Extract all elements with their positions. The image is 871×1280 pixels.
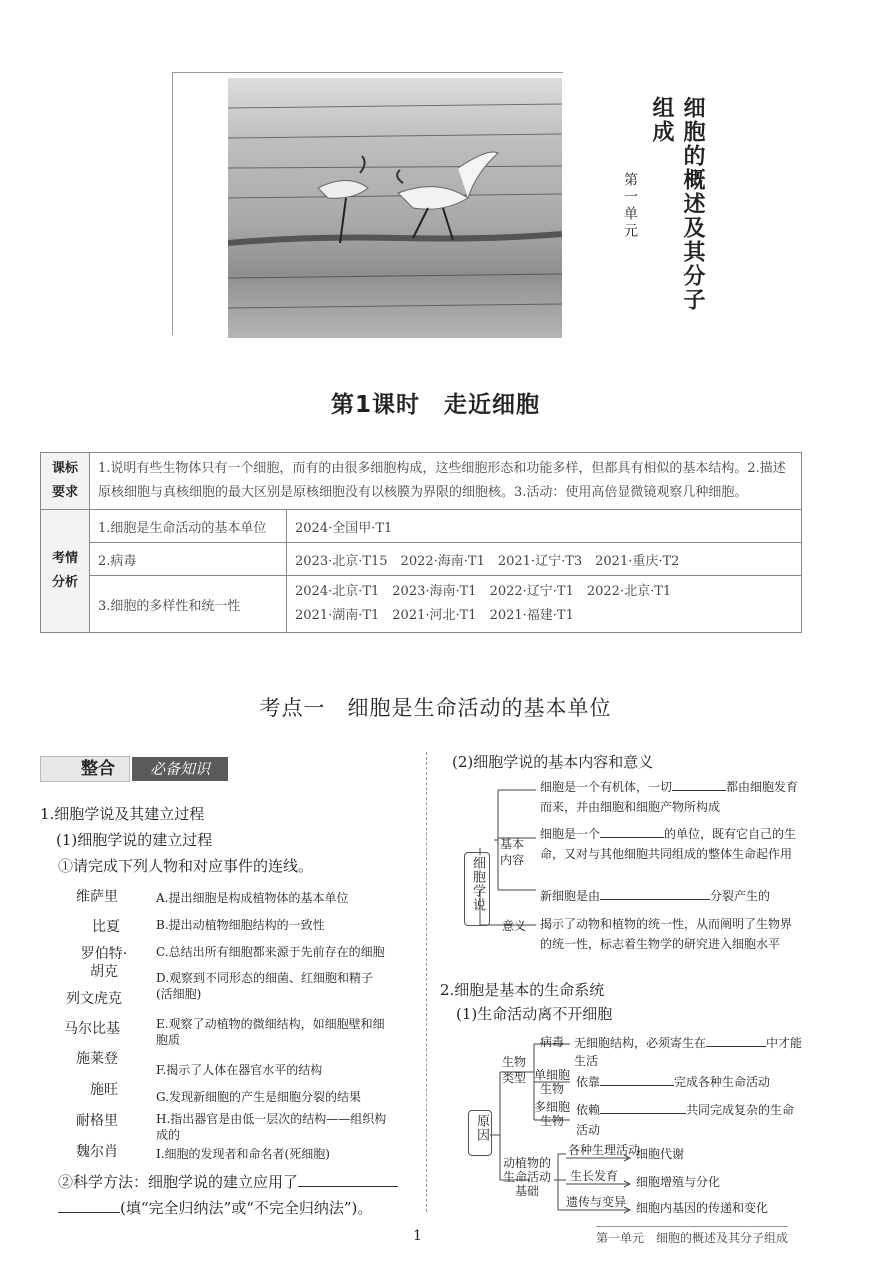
unicellular-text-a: 依靠 bbox=[576, 1075, 601, 1089]
requirements-text: 1.说明有些生物体只有一个细胞，而有的由很多细胞构成，这些细胞形态和功能多样，但都具有相似的基本结构。2.描述原核细胞与真核细胞的最大区别是原核细胞没有以核膜为界限的细胞核。3.活动：使用高倍显微镜观察几种细胞。 bbox=[90, 453, 802, 510]
question-2b-text: (填“完全归纳法”或“不完全归纳法”)。 bbox=[120, 1199, 373, 1217]
exam-topic-2: 2.病毒 bbox=[90, 543, 287, 576]
question-2a-text: ②科学方法：细胞学说的建立应用了 bbox=[58, 1173, 299, 1191]
basis-3: 遗传与变异 bbox=[566, 1195, 627, 1209]
heading-2: (2)细胞学说的基本内容和意义 bbox=[452, 753, 654, 771]
basis-2: 生长发育 bbox=[570, 1169, 619, 1183]
person-2: 比夏 bbox=[92, 919, 120, 935]
requirements-header: 课标要求 bbox=[41, 453, 90, 510]
section-badge bbox=[40, 756, 228, 780]
basis-3-result: 细胞内基因的传递和变化 bbox=[636, 1201, 769, 1215]
cell-theory-box bbox=[464, 852, 490, 926]
person-5: 马尔比基 bbox=[64, 1021, 120, 1037]
lesson-title: 第1课时 走近细胞 bbox=[330, 392, 540, 418]
multicellular-text bbox=[576, 1100, 806, 1140]
event-h: H.指出器官是由低一层次的结构——组织构成的 bbox=[156, 1112, 387, 1142]
content-2b: 的单位，既有它自己的生命，又对与其他细胞共同组成的整体生命起作用 bbox=[540, 827, 797, 861]
basis-1: 各种生理活动 bbox=[568, 1143, 641, 1157]
basis-2-result: 细胞增殖与分化 bbox=[636, 1175, 721, 1189]
event-d: D.观察到不同形态的细菌、红细胞和精子(活细胞) bbox=[156, 971, 374, 1001]
event-a: A.提出细胞是构成植物体的基本单位 bbox=[156, 891, 349, 905]
exam-years-2: 2023·北京·T15 2022·海南·T1 2021·辽宁·T3 2021·重庆·T2 bbox=[287, 543, 802, 576]
content-1a: 细胞是一个有机体，一切 bbox=[540, 780, 673, 794]
unit-title bbox=[622, 96, 705, 332]
column-divider bbox=[426, 752, 427, 1212]
unicellular-label: 单细胞生物 bbox=[533, 1068, 570, 1096]
event-c: C.总结出所有细胞都来源于先前存在的细胞 bbox=[156, 945, 385, 959]
reason-box bbox=[468, 1110, 492, 1156]
answer-blank[interactable] bbox=[600, 1113, 686, 1114]
question-2a bbox=[58, 1172, 398, 1192]
unit-main-title: 细胞的概述及其分子组成 bbox=[649, 96, 705, 312]
virus-text-b: 中才能生活 bbox=[574, 1036, 803, 1068]
event-b: B.提出动植物细胞结构的一致性 bbox=[156, 918, 325, 932]
person-1: 维萨里 bbox=[76, 889, 118, 905]
basis-1-result: 细胞代谢 bbox=[636, 1147, 685, 1161]
content-2a: 细胞是一个 bbox=[540, 827, 601, 841]
exam-years-3a: 2024·北京·T1 2023·海南·T1 2022·辽宁·T1 2022·北京·T1 bbox=[295, 584, 672, 599]
egret-photo bbox=[228, 78, 562, 338]
content-1b: 都由细胞发育而来，并由细胞和细胞产物所构成 bbox=[540, 780, 799, 814]
content-1 bbox=[540, 777, 802, 817]
branch-meaning: 意义 bbox=[502, 919, 527, 933]
exam-years-3b: 2021·湖南·T1 2021·河北·T1 2021·福建·T1 bbox=[295, 608, 574, 623]
virus-text-a: 无细胞结构，必须寄生在 bbox=[574, 1036, 707, 1050]
exam-analysis-header: 考情分析 bbox=[41, 510, 90, 633]
exam-topic-3: 3.细胞的多样性和统一性 bbox=[90, 576, 287, 633]
event-e: E.观察了动植物的微细结构，如细胞壁和细胞质 bbox=[156, 1017, 385, 1047]
heading-3-1: (1)生命活动离不开细胞 bbox=[456, 1005, 613, 1023]
person-7: 施旺 bbox=[90, 1082, 118, 1098]
multicellular-label: 多细胞生物 bbox=[533, 1100, 570, 1128]
answer-blank[interactable] bbox=[706, 1046, 766, 1047]
heading-1-1: (1)细胞学说的建立过程 bbox=[56, 831, 213, 849]
badge-left: 整合 bbox=[40, 756, 130, 782]
unit-subtitle: 第一单元 bbox=[622, 172, 638, 240]
content-3a: 新细胞是由 bbox=[540, 889, 601, 903]
exam-years-1: 2024·全国甲·T1 bbox=[287, 510, 802, 543]
bio-type: 生物类型 bbox=[501, 1055, 526, 1085]
answer-blank[interactable] bbox=[58, 1212, 120, 1213]
answer-blank[interactable] bbox=[600, 1085, 674, 1086]
question-1: ①请完成下列人物和对应事件的连线。 bbox=[58, 857, 314, 875]
person-9: 魏尔肖 bbox=[76, 1144, 118, 1160]
virus-label: 病毒 bbox=[540, 1035, 565, 1049]
exam-topic-1: 1.细胞是生命活动的基本单位 bbox=[90, 510, 287, 543]
virus-text bbox=[574, 1034, 804, 1070]
event-f: F.揭示了人体在器官水平的结构 bbox=[156, 1063, 323, 1077]
person-3: 罗伯特·胡克 bbox=[80, 946, 128, 980]
answer-blank[interactable] bbox=[298, 1186, 398, 1187]
event-g: G.发现新细胞的产生是细胞分裂的结果 bbox=[156, 1090, 361, 1104]
person-4: 列文虎克 bbox=[66, 991, 122, 1007]
person-6: 施莱登 bbox=[76, 1051, 118, 1067]
requirements-table bbox=[40, 452, 802, 633]
page-number: 1 bbox=[413, 1228, 422, 1244]
multicellular-text-b: 共同完成复杂的生命活动 bbox=[576, 1103, 795, 1137]
badge-right: 必备知识 bbox=[132, 757, 228, 781]
branch-content: 基本内容 bbox=[499, 837, 524, 867]
basis-label: 动植物的生命活动基础 bbox=[502, 1156, 551, 1198]
answer-blank[interactable] bbox=[600, 899, 710, 900]
multicellular-text-a: 依赖 bbox=[576, 1103, 601, 1117]
heading-3: 2.细胞是基本的生命系统 bbox=[440, 981, 605, 999]
cell-theory-label: 细胞学说 bbox=[470, 856, 485, 912]
meaning-text: 揭示了动物和植物的统一性，从而阐明了生物界的统一性，标志着生物学的研究进入细胞水平 bbox=[540, 917, 793, 951]
question-2b bbox=[58, 1198, 372, 1218]
unicellular-text bbox=[576, 1074, 806, 1090]
section-title: 考点一 细胞是生命活动的基本单位 bbox=[259, 696, 612, 720]
content-3 bbox=[540, 886, 802, 906]
answer-blank[interactable] bbox=[672, 790, 726, 791]
footer-unit: 第一单元 细胞的概述及其分子组成 bbox=[596, 1226, 788, 1246]
heading-1: 1.细胞学说及其建立过程 bbox=[40, 805, 205, 823]
person-8: 耐格里 bbox=[76, 1113, 118, 1129]
reason-label: 原因 bbox=[474, 1114, 489, 1142]
content-3b: 分裂产生的 bbox=[710, 889, 771, 903]
content-2 bbox=[540, 824, 802, 864]
unicellular-text-b: 完成各种生命活动 bbox=[674, 1075, 771, 1089]
event-i: I.细胞的发现者和命名者(死细胞) bbox=[156, 1147, 330, 1161]
answer-blank[interactable] bbox=[600, 837, 664, 838]
